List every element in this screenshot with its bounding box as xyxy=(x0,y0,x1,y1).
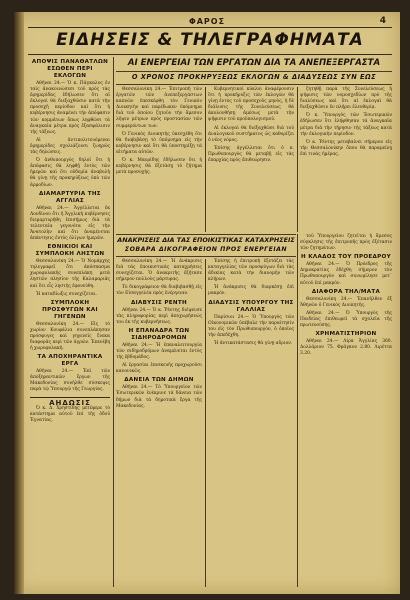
advertisement: ΑΗΔΩΣΙΣ xyxy=(30,397,110,406)
banner-inquiries: ΑΝΑΚΡΙΣΕΙΣ ΔΙΑ ΤΑΣ ΕΠΟΙΚΙΣΤΙΚΑΣ ΚΑΤΑΧΡΗΣΕΙΣ xyxy=(117,236,295,244)
banner-workers: ΑΙ ΕΝΕΡΓΕΙΑΙ ΤΩΝ ΕΡΓΑΤΩΝ ΔΙΑ ΤΑ ΑΝΕΠΕΞΕΡΓΑΣΤΑ xyxy=(127,58,381,68)
column-rule xyxy=(297,87,298,232)
column-upper-1: Θεσσαλονίκη 24.— Ἐπιτροπὴ τῶν ἐργατῶν τῶν ἀνεπεξεργάστων καπνῶν ἐπεσκέφθη τὸν Γενικὸν Διοικητὴν καὶ παρέδωκεν ὑπόμνημα διὰ τοῦ ὁποίου ζητοῦν τὴν ἄμεσον λῆψιν μέτρων πρὸς προστασίαν τῶν συμφερόντων των. Ὁ Γενικὸς Διοικητὴς ὑπεσχέθη ὅτι θὰ διαβιβάσῃ τὸ ὑπόμνημα εἰς τὴν κυβέρνησιν καὶ ὅτι θὰ ὑποστηρίξῃ τὰ αἰτήματα αὐτῶν. Ὁ κ. Μαυρίδης ἐδήλωσεν ὅτι ἡ κυβέρνησις θὰ ἐξετάσῃ τὸ ζήτημα μετὰ προσοχῆς. xyxy=(116,87,202,176)
masthead-rule xyxy=(28,54,392,55)
column-middle-1: Θεσσαλονίκη 24.— Ἡ ἀνάκρισις διὰ τὰς ἐποικιστικὰς καταχρήσεις συνεχίζεται. Ὁ ἀνακριτὴς ἐξήτασε σήμερον πολλοὺς μάρτυρας. Τὸ δικογράφειον θὰ διαβιβασθῇ εἰς τὸν Εἰσαγγελέα πρὸς ἐνέργειαν. ΔΙΑΒΥΣΙΣ ΡΕΝΤΗ Αθήναι 24.— Ὁ κ. Ῥέντης διέψευσε τὰς πληροφορίας περὶ ἀποχωρήσεώς του ἐκ τῆς κυβερνήσεως. Η ΕΠΑΝΑΔΡΑ ΤΩΝ ΣΙΔΗΡΟΔΡΟΜΩΝ Αθήναι 24.— Ἡ ἐπαναλειτουργία τῶν σιδηροδρόμων ἀναμένεται ἐντὸς τῆς ἑβδομάδος. Αἱ ἐργασίαι ἐπισκευῆς προχωροῦσι κανονικῶς. ΔΑΝΕΙΑ ΤΩΝ ΔΗΜΩΝ Αθήναι 24.— Τὸ Ὑπουργεῖον τῶν Ἐσωτερικῶν ἐνέκρινε τὰ δάνεια τῶν δήμων διὰ τὰ δημοτικὰ ἔργα τῆς Μακεδονίας. xyxy=(116,259,202,409)
column-left: ΑΠΟΨΙΣ ΠΑΝΑΘΑΤΛΩΝ ΕΣΩΘΕΝ ΠΕΡΙ ΕΚΛΟΓΩΝ Αθήναι 24.— Ὁ κ. Πάγκαλος ἐν ταῖς ἀνακοινώσεσι τοῦ πρὸς τὰς ἐφημερίδας ἐδήλωσεν ὅτι αἱ ἐκλογαὶ θὰ διεξαχθῶσιν κατὰ τὴν προσεχῆ περίοδον καὶ ὅτι ἡ κυβέρνησις ἀναμένει τὴν ἀπόφασιν τῶν κομμάτων ὅπως ληφθῶσι τὰ ἀναγκαῖα μέτρα πρὸς ἐξασφάλισιν τῆς τάξεως. Αἱ ἀντιπολιτευόμεναι ἐφημερίδες σχολιάζουσι ζωηρῶς τὰς δηλώσεις. Ὁ ἀνθυπουργὸς δηλοῖ ὅτι ἡ ἀπόφασις θὰ ληφθῇ ἐντὸς τῶν ἡμερῶν καὶ ὅτι οὐδεμία ἀναβολὴ θὰ γίνῃ τῆς προκηρύξεως ὑπὸ τῶν ἁρμοδίων. ΔΙΑΜΑΡΤΥΡΙΑ ΤΗΣ ΑΓΓΛΙΑΣ Αθήναι 24.— Ἀγγέλλεται ἐκ Λονδίνου ὅτι ἡ Ἀγγλικὴ κυβέρνησις διεμαρτυρήθη ἐπισήμως διὰ τὰ τελευταῖα γεγονότα εἰς τὴν Ἀνατολὴν καὶ ὅτι ἀναμένεται ἀπάντησις ἐντὸς ὀλίγων ἡμερῶν. ΕΘΝΙΚΙΟΙ ΚΑΙ ΣΥΜΠΛΟΚΗ ΛΗΣΤΩΝ Θεσσαλονίκη 24.— Ὁ Νομάρχης τηλεγραφεῖ ὅτι ἀπόσπασμα χωροφυλακῆς συνεπλάκη μετὰ ληστῶν πλησίον τῆς Καλαμαριᾶς καὶ ὅτι εἷς ληστὴς ἐφονεύθη. Ἡ καταδίωξις συνεχίζεται. ΣΥΜΠΛΟΚΗ ΠΡΟΣΦΥΓΩΝ ΚΑΙ ΓΗΓΕΝΩΝ Θεσσαλονίκη 24.— Εἰς τὸ χωρίον Κουφάλια συνεπλάκησαν πρόσφυγες καὶ γηγενεῖς ἕνεκα διαφορᾶς περὶ τῶν ἀγρῶν. Ἐπενέβη ἡ χωροφυλακὴ. ΤΑ ΑΠΟΧΗΡΑΝΤΙΚΑ ΕΡΓΑ Αθήναι 24.— Ἐπὶ τῶν ἀποξηραντικῶν ἔργων τῆς Μακεδονίας συνῆλθε σύσκεψις παρὰ τῷ Ὑπουργῷ τῆς Γεωργίας. ΑΗΔΩΣΙΣ Ὁ κ. Δ. Χρηστίδης μετέφερε τὸ κατάστημα αὐτοῦ ἐπὶ τῆς ὁδοῦ Ἐγνατίας. xyxy=(30,59,110,423)
headline-railways: Η ΕΠΑΝΑΔΡΑ ΤΩΝ ΣΙΔΗΡΟΔΡΟΜΩΝ xyxy=(128,327,190,341)
headline-refugees-clash: ΣΥΜΠΛΟΚΗ ΠΡΟΣΦΥΓΩΝ ΚΑΙ ΓΗΓΕΝΩΝ xyxy=(42,299,98,320)
column-rule xyxy=(113,57,114,587)
masthead: ΕΙΔΗΣΕΙΣ & ΤΗΛΕΓΡΑΦΗΜΑΤΑ xyxy=(56,30,364,50)
headline-england-protest: ΔΙΑΜΑΡΤΥΡΙΑ ΤΗΣ ΑΓΓΛΙΑΣ xyxy=(39,190,101,204)
subbanner-rule xyxy=(116,84,392,85)
headline-various-telegrams: ΔΙΑΦΟΡΑ ΤΗΛ/ΜΑΤΑ xyxy=(311,288,381,295)
headline-drainage-works: ΤΑ ΑΠΟΧΗΡΑΝΤΙΚΑ ΕΡΓΑ xyxy=(37,354,103,368)
paper-name: ΦΑΡΟΣ xyxy=(188,17,226,26)
newspaper-page xyxy=(14,12,400,594)
headline-municipal-loans: ΔΑΝΕΙΑ ΤΩΝ ΔΗΜΩΝ xyxy=(124,377,194,384)
column-upper-2: Κυβερνητικοὶ κύκλοι ἀναφέρουσιν ὅτι ἡ προκήρυξις τῶν ἐκλογῶν θὰ γίνῃ ἐντὸς τοῦ προσεχοῦς μηνὸς, ἡ δὲ διάλυσις τῆς Συνελεύσεως θὰ ἀκολουθήσῃ ἀμέσως μετὰ τὴν ψήφισιν τοῦ προϋπολογισμοῦ. Αἱ ἐκλογαὶ θὰ διεξαχθῶσι διὰ τοῦ ἀναλογικοῦ συστήματος ὡς καθορίζει ὁ νέος νόμος. Ἐπίσης ἀγγέλλεται ὅτι ὁ κ. Πρωθυπουργὸς θὰ μεταβῇ εἰς τὰς ἐπαρχίας πρὸς ἐπιθεώρησιν. xyxy=(208,87,294,164)
column-rule xyxy=(205,87,206,232)
header-rule xyxy=(28,27,392,28)
page-number: 4 xyxy=(379,16,386,26)
column-upper-3: ζητηθῇ παρὰ τῆς Συνελεύσεως ἡ ψήφισις τῶν νομοσχεδίων πρὸ τῆς διαλύσεως καὶ ὅτι αἱ ἐκλογαὶ θὰ διεξαχθῶσιν ἐν πλήρει ἐλευθερίᾳ. Ὁ κ. Ὑπουργὸς τῶν Ἐσωτερικῶν ἐδήλωσεν ὅτι ἐλήφθησαν τὰ ἀναγκαῖα μέτρα διὰ τὴν τήρησιν τῆς τάξεως κατὰ τὴν ἐκλογικὴν περίοδον. Ὁ κ. Ῥέντης μεταβαίνει σήμερον εἰς τὴν Θεσσαλονίκην ὅπου θὰ παραμείνῃ ἐπὶ τινὰς ἡμέρας. xyxy=(300,87,392,157)
headline-bandits-clash: ΕΘΝΙΚΙΟΙ ΚΑΙ ΣΥΜΠΛΟΚΗ ΛΗΣΤΩΝ xyxy=(35,244,105,258)
headline-president: Η ΚΛΑΔΟΣ ΤΟΥ ΠΡΟΕΔΡΟΥ xyxy=(301,254,391,261)
banner-rule xyxy=(116,71,392,72)
subbanner-dossier: ΣΟΒΑΡΑ ΔΙΚΟΓΡΑΦΕΙΟΝ ΠΡΟΣ ΕΝΕΡΓΕΙΑΝ xyxy=(124,246,288,253)
column-right: τοῦ Ὑπουργείου ζητεῖται ἡ ἄμεσος σύγκλησις τῆς ἐπιτροπῆς πρὸς ἐξέτασιν τῶν ζητημάτων. Η ΚΛΑΔΟΣ ΤΟΥ ΠΡΟΕΔΡΟΥ Αθήναι 24.— Ὁ Πρόεδρος τῆς Δημοκρατίας ἐδέχθη σήμερον τὸν Πρωθυπουργὸν καὶ συνωμίλησε μετ᾽ αὐτοῦ ἐπὶ μακρόν. ΔΙΑΦΟΡΑ ΤΗΛ/ΜΑΤΑ Θεσσαλονίκη 24.— Ἐπανῆλθεν ἐξ Ἀθηνῶν ὁ Γενικὸς Διοικητὴς. Αθήναι 24.— Ὁ Ὑπουργὸς τῆς Παιδείας ἐπιθεωρεῖ τὰ σχολεῖα τῆς πρωτευούσης. ΧΡΗΜΑΤΙΣΤΗΡΙΟΝ Αθήναι 24.— Λίρα Ἀγγλίας 360. Δολλάριον 75. Φράγκον 2.80. Λιρέττα 3.20. xyxy=(300,234,392,357)
column-middle-2: Ἐπίσης ἡ ἐπιτροπὴ ἐξετάζει τὰς καταγγελίας τῶν προσφύγων διὰ τὰς ἀδικίας κατὰ τὴν διανομὴν τῶν κλήρων. Ἡ ἀνάκρισις θὰ διαρκέσῃ ἐπὶ μακρόν. ΔΙΑΔΥΣΙΣ ΥΠΟΥΡΓΟΥ ΤΗΣ ΓΑΛΛΙΑΣ Παρίσιοι 24.— Ὁ Ὑπουργὸς τῶν Οἰκονομικῶν ὑπέβαλε τὴν παραίτησίν του εἰς τὸν Πρωθυπουργὸν, ὁ ὁποῖος τὴν ἀπεδέχθη. Ἡ ἀντικατάστασις θὰ γίνῃ αὔριον. xyxy=(208,259,294,346)
column-rule xyxy=(297,234,298,587)
column-rule xyxy=(205,259,206,587)
headline-stock-exchange: ΧΡΗΜΑΤΙΣΤΗΡΙΟΝ xyxy=(315,331,377,338)
banner2-rule xyxy=(116,256,296,257)
headline-rentis-dissolution: ΔΙΑΒΥΣΙΣ ΡΕΝΤΗ xyxy=(130,299,188,306)
subbanner-elections: Ο ΧΡΟΝΟΣ ΠΡΟΚΗΡΥΞΕΩΣ ΕΚΛΟΓΩΝ & ΔΙΑΔΥΣΕΩΣ ΣΥΝ ΕΩΣ xyxy=(131,73,377,81)
banner2-top-rule xyxy=(116,234,296,235)
binding-spine xyxy=(14,12,24,594)
headline-france-minister: ΔΙΑΔΥΣΙΣ ΥΠΟΥΡΓΟΥ ΤΗΣ ΓΑΛΛΙΑΣ xyxy=(208,299,294,313)
headline-elections: ΑΠΟΨΙΣ ΠΑΝΑΘΑΤΛΩΝ ΕΣΩΘΕΝ ΠΕΡΙ ΕΚΛΟΓΩΝ xyxy=(31,59,109,79)
